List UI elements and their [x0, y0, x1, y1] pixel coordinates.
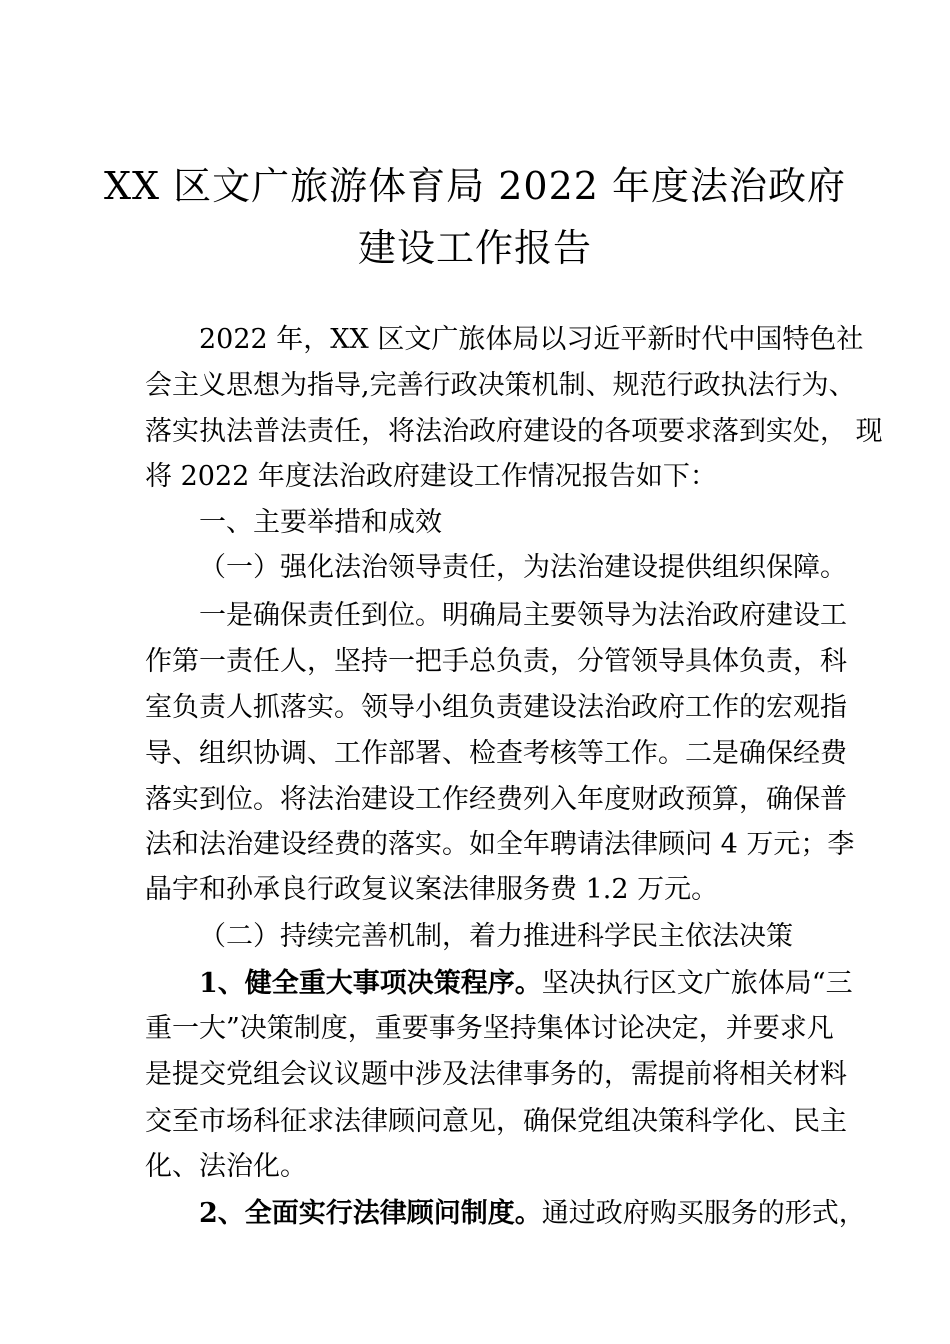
- numbered-item-text: 坚决执行区文广旅体局“三: [541, 968, 853, 999]
- paragraph-line: 是提交党组会议议题中涉及法律事务的，需提前将相关材料: [145, 1059, 847, 1090]
- section-heading: 一、主要举措和成效: [199, 507, 442, 538]
- numbered-item-text: 通过政府购买服务的形式，: [541, 1198, 866, 1229]
- subsection-heading: （一）强化法治领导责任，为法治建设提供组织保障。: [199, 552, 847, 583]
- document-title-line-1: XX 区文广旅游体育局 2022 年度法治政府: [103, 164, 847, 208]
- numbered-item-heading: 1、健全重大事项决策程序。: [199, 968, 542, 999]
- paragraph-line: 将 2022 年度法治政府建设工作情况报告如下：: [145, 461, 717, 492]
- paragraph-line: 导、组织协调、工作部署、检查考核等工作。二是确保经费: [145, 738, 847, 769]
- paragraph-line: 晶宇和孙承良行政复议案法律服务费 1.2 万元。: [145, 874, 719, 905]
- paragraph-line: 落实执法普法责任，将法治政府建设的各项要求落到实处， 现: [145, 416, 883, 447]
- document-title-line-2: 建设工作报告: [357, 226, 592, 270]
- paragraph-line: 2022 年，XX 区文广旅体局以习近平新时代中国特色社: [199, 324, 864, 355]
- paragraph-line: 落实到位。将法治建设工作经费列入年度财政预算，确保普: [145, 784, 847, 815]
- paragraph-line: 会主义思想为指导,完善行政决策机制、规范行政执法行为、: [145, 370, 856, 401]
- paragraph-line: 一是确保责任到位。明确局主要领导为法治政府建设工: [199, 600, 847, 631]
- numbered-item-line: [199, 962, 853, 1006]
- paragraph-line: 室负责人抓落实。领导小组负责建设法治政府工作的宏观指: [145, 692, 847, 723]
- paragraph-line: 交至市场科征求法律顾问意见，确保党组决策科学化、民主: [145, 1106, 847, 1137]
- paragraph-line: 作第一责任人，坚持一把手总负责，分管领导具体负责，科: [145, 646, 847, 677]
- paragraph-line: 重一大”决策制度，重要事务坚持集体讨论决定，并要求凡: [145, 1013, 834, 1044]
- numbered-item-line: [199, 1192, 866, 1236]
- numbered-item-heading: 2、全面实行法律顾问制度。: [199, 1198, 542, 1229]
- subsection-heading: （二）持续完善机制，着力推进科学民主依法决策: [199, 921, 793, 952]
- paragraph-line: 法和法治建设经费的落实。如全年聘请法律顾问 4 万元；李: [145, 829, 855, 860]
- paragraph-line: 化、法治化。: [145, 1151, 307, 1182]
